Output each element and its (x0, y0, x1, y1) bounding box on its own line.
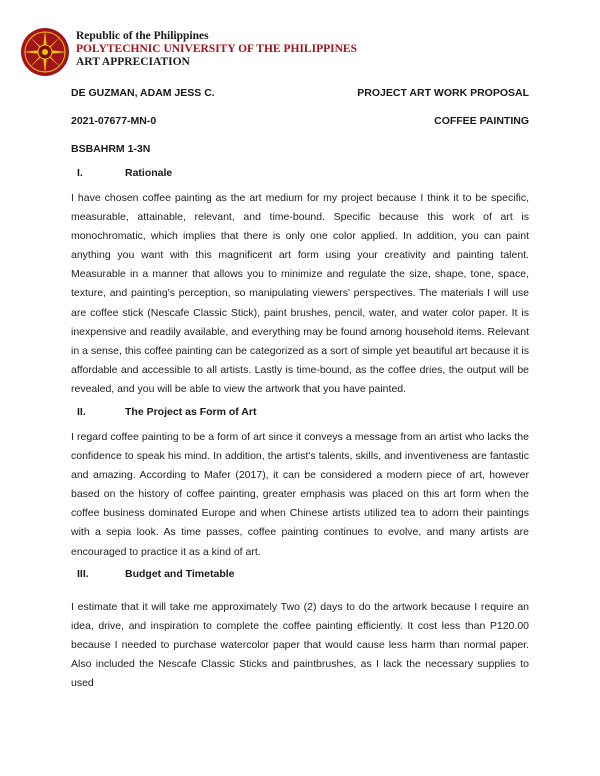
section-number: II. (77, 406, 86, 418)
student-name: DE GUZMAN, ADAM JESS C. (71, 87, 215, 99)
section-body-budget: I estimate that it will take me approximately Two (2) days to do the artwork because I require an idea, drive, and inspiration to complete the coffee painting efficiently. It cost less than P120.00 because I needed to purchase watercolor paper that would cause less harm than normal paper. Also included the Nescafe Classic Sticks and paintbrushes, as I lack the necessary supplies to used (71, 601, 529, 690)
section-number: III. (77, 568, 89, 580)
section-title: The Project as Form of Art (125, 406, 257, 418)
section-title: Budget and Timetable (125, 568, 235, 580)
letterhead (76, 30, 357, 69)
student-id: 2021-07677-MN-0 (71, 115, 157, 127)
section-number: I. (77, 167, 83, 179)
university-name: POLYTECHNIC UNIVERSITY OF THE PHILIPPINES (76, 43, 357, 55)
student-section: BSBAHRM 1-3N (71, 143, 151, 155)
project-title: COFFEE PAINTING (434, 115, 529, 127)
republic-line: Republic of the Philippines (76, 30, 209, 42)
section-body-rationale: I have chosen coffee painting as the art medium for my project because I think it to be specific, measurable, attainable, relevant, and time-bound. Specific because this work of art is monochromatic, which implies that there is only one color applied. In addition, you can paint anything you want with this magnificent art form using your creativity and painting talent. Measurable in a manner that allows you to minimize and regulate the size, shape, tone, space, texture, and painting's perception, so manipulating viewers' perspectives. The materials I will use are coffee stick (Nescafe Classic Stick), paint brushes, pencil, water, and water color paper. It is inexpensive and readily available, and everything may be found among household items. Relevant in a sense, this coffee painting can be categorized as a sort of simple yet beautiful art because it is affordable and accessible to all artists. Lastly is time-bound, as the coffee dries, the output will be revealed, and you will be able to view the artwork that you have painted. (71, 192, 529, 395)
course-name: ART APPRECIATION (76, 56, 190, 68)
section-body-form-of-art: I regard coffee painting to be a form of art since it conveys a message from an artist who lacks the confidence to speak his mind. In addition, the artist's talents, skills, and inventiveness are fantastic and amazing. According to Mafer (2017), it can be considered a modern piece of art, however based on the history of coffee painting, greater emphasis was placed on this art form when the coffee business dominated Europe and when Chinese artists utilized tea to adorn their paintings with a sepia look. As time passes, coffee painting continues to evolve, and many artists are encouraged to practice it as a kind of art. (71, 431, 529, 558)
university-seal (20, 27, 70, 77)
section-title: Rationale (125, 167, 173, 179)
project-type: PROJECT ART WORK PROPOSAL (357, 87, 529, 99)
